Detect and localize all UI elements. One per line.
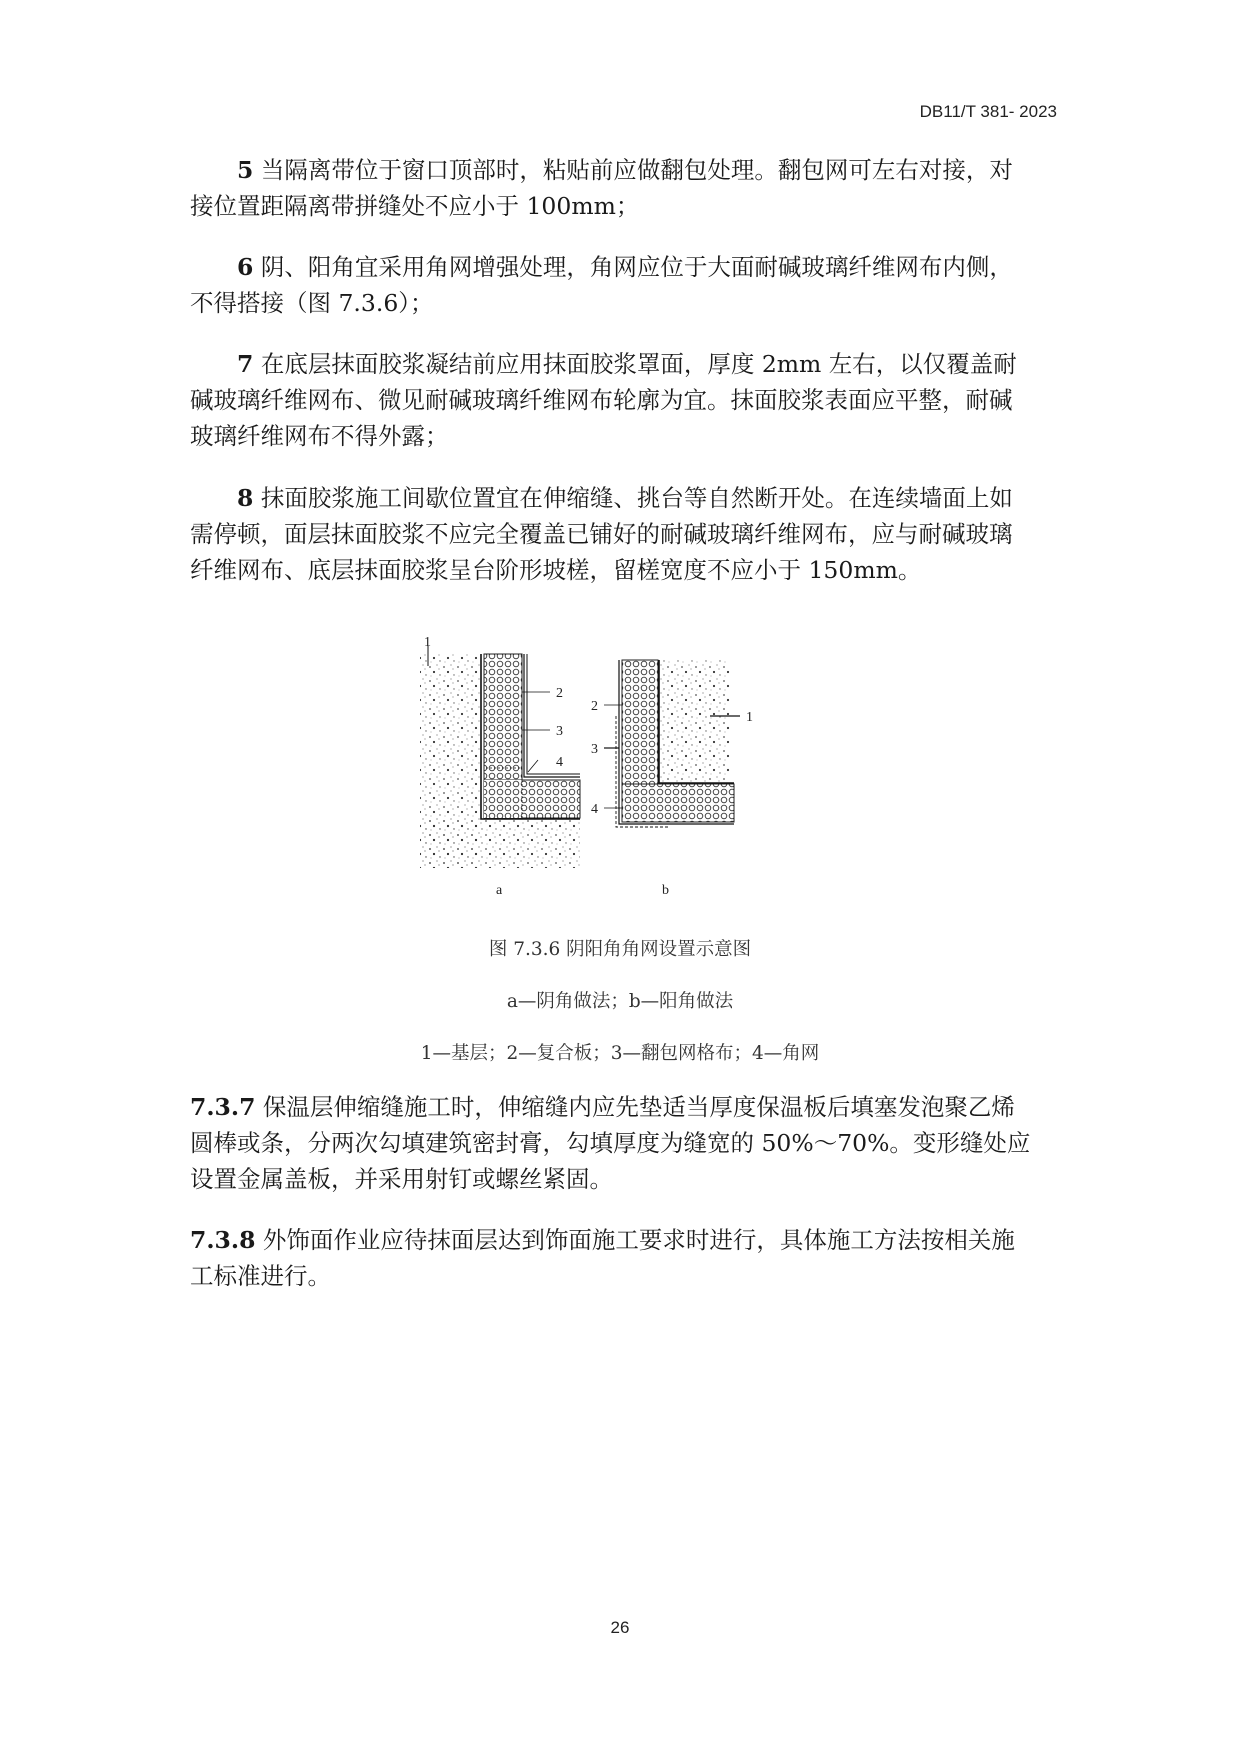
clause-line: 设置金属盖板，并采用射钉或螺丝紧固。 xyxy=(190,1165,613,1193)
figure-7-3-6 xyxy=(400,636,840,906)
page-number: 26 xyxy=(610,1618,630,1637)
callout-b-2: 2 xyxy=(591,699,598,714)
list-item-6 xyxy=(190,249,1058,321)
clause-line: 7.3.7 保温层伸缩缝施工时，伸缩缝内应先垫适当厚度保温板后填塞发泡聚乙烯 xyxy=(190,1093,1015,1121)
panel-b-drawing xyxy=(604,660,740,827)
item-number: 7 xyxy=(237,350,254,378)
clause-number: 7.3.7 xyxy=(190,1093,256,1121)
clause-7-3-8 xyxy=(190,1222,1058,1294)
item-line: 需停顿，面层抹面胶浆不应完全覆盖已铺好的耐碱玻璃纤维网布，应与耐碱玻璃 xyxy=(190,520,1013,548)
clause-line: 工标准进行。 xyxy=(190,1262,331,1290)
figure-subcaption: a—阴角做法；b—阳角做法 xyxy=(506,991,734,1012)
callout-a-4: 4 xyxy=(556,755,563,770)
clause-7-3-7 xyxy=(190,1089,1058,1197)
callout-a-1: 1 xyxy=(424,636,431,650)
item-number: 5 xyxy=(237,156,254,184)
figure-caption: 图 7.3.6 阴阳角角网设置示意图 xyxy=(488,939,752,960)
figure-legend: 1—基层；2—复合板；3—翻包网格布；4—角网 xyxy=(420,1043,820,1064)
panel-b-label: b xyxy=(662,883,669,898)
panel-a-label: a xyxy=(496,883,503,898)
callout-b-3: 3 xyxy=(591,742,598,757)
callout-a-3: 3 xyxy=(556,724,563,739)
callout-b-1: 1 xyxy=(746,710,753,725)
item-line: 6 阴、阳角宜采用角网增强处理，角网应位于大面耐碱玻璃纤维网布内侧， xyxy=(237,253,1013,281)
item-line: 玻璃纤维网布不得外露； xyxy=(190,422,449,450)
item-line: 碱玻璃纤维网布、微见耐碱玻璃纤维网布轮廓为宜。抹面胶浆表面应平整，耐碱 xyxy=(190,386,1013,414)
list-item-8 xyxy=(190,480,1058,588)
list-item-5 xyxy=(190,152,1058,224)
document-code: DB11/T 381- 2023 xyxy=(919,102,1057,121)
item-line: 7 在底层抹面胶浆凝结前应用抹面胶浆罩面，厚度 2mm 左右，以仅覆盖耐 xyxy=(237,350,1017,378)
clause-line: 圆棒或条，分两次勾填建筑密封膏，勾填厚度为缝宽的 50%～70%。变形缝处应 xyxy=(190,1129,1031,1157)
item-line: 不得搭接（图 7.3.6）； xyxy=(190,289,434,317)
clause-line: 7.3.8 外饰面作业应待抹面层达到饰面施工要求时进行，具体施工方法按相关施 xyxy=(190,1226,1015,1254)
clause-number: 7.3.8 xyxy=(190,1226,256,1254)
item-line: 8 抹面胶浆施工间歇位置宜在伸缩缝、挑台等自然断开处。在连续墙面上如 xyxy=(237,484,1013,512)
callout-b-4: 4 xyxy=(591,802,598,817)
callout-a-2: 2 xyxy=(556,686,563,701)
item-line: 5 当隔离带位于窗口顶部时，粘贴前应做翻包处理。翻包网可左右对接，对 xyxy=(237,156,1013,184)
item-number: 8 xyxy=(237,484,254,512)
item-number: 6 xyxy=(237,253,254,281)
item-line: 纤维网布、底层抹面胶浆呈台阶形坡槎，留槎宽度不应小于 150mm。 xyxy=(190,556,922,584)
list-item-7 xyxy=(190,346,1058,454)
item-line: 接位置距隔离带拼缝处不应小于 100mm； xyxy=(190,192,640,220)
